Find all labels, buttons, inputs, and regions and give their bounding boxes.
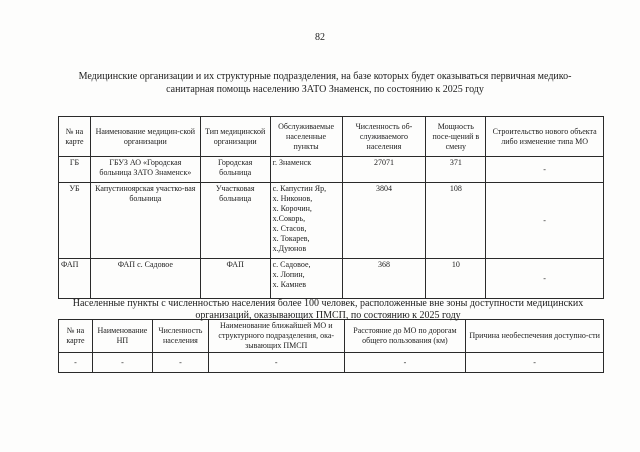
header-cell: Обслуживаемые населенные пункты [270,117,342,157]
table2-title: Населенные пункты с численностью населения более 100 человек, расположенные вне зоны доступности медицинских организаций, оказывающих ПМСП, по состоянию к 2025 году [72,298,584,321]
served-points [270,157,342,183]
capacity: 371 [426,157,486,183]
map-code: ГБ [59,157,91,183]
construction: - [486,183,604,259]
header-cell: Причина необеспечения доступно-сти [466,320,604,353]
header-cell: № на карте [59,320,93,353]
capacity: 10 [426,259,486,299]
point-item: г. Знаменск [272,158,312,167]
org-name: Капустиноярская участко-вая больница [90,183,200,259]
table-cell: - [92,353,152,373]
construction: - [486,157,604,183]
header-cell: Наименование медицин-ской организации [90,117,200,157]
org-name: ГБУЗ АО «Городская больница ЗАТО Знаменск» [90,157,200,183]
served-points [270,259,342,299]
table-header-row [59,117,604,157]
header-cell: Наименование НП [92,320,152,353]
population: 3804 [342,183,426,259]
point-item: с. Капустин Яр, [272,184,327,193]
table-cell: - [344,353,466,373]
header-cell: № на карте [59,117,91,157]
point-item: х.Дуюнов [272,244,307,253]
table-row [59,157,604,183]
header-cell: Мощность посе-щений в смену [426,117,486,157]
header-cell: Наименование ближайшей МО и структурного подразделения, ока-зывающих ПМСП [208,320,344,353]
table-row [59,259,604,299]
map-code: УБ [59,183,91,259]
table-header-row [59,320,604,353]
org-type: Участковая больница [200,183,270,259]
population: 27071 [342,157,426,183]
table1-title: Медицинские организации и их структурные подразделения, на базе которых будет оказываться первичная медико-санитарная помощь населению ЗАТО Знаменск, по состоянию к 2025 году [78,71,572,95]
point-item: х. Лопин, [272,270,305,279]
construction: - [486,259,604,299]
header-cell: Расстояние до МО по дорогам общего пользования (км) [344,320,466,353]
point-item: х. Токарев, [272,234,310,243]
served-points [270,183,342,259]
point-item: х. Корочин, [272,204,312,213]
point-item: х. Камнев [272,280,307,289]
org-name: ФАП с. Садовое [90,259,200,299]
header-cell: Численность об-служиваемого населения [342,117,426,157]
point-item: х. Никонов, [272,194,313,203]
unserved-settlements-table [58,319,604,373]
table-cell: - [208,353,344,373]
org-type: Городская больница [200,157,270,183]
page-number: 82 [315,32,325,43]
header-cell: Строительство нового объекта либо изменение типа МО [486,117,604,157]
population: 368 [342,259,426,299]
table-row [59,353,604,373]
org-type: ФАП [200,259,270,299]
point-item: х.Сокорь, [272,214,306,223]
table-cell: - [152,353,208,373]
map-code: ФАП [59,259,91,299]
table-cell: - [466,353,604,373]
table-cell: - [59,353,93,373]
point-item: с. Садовое, [272,260,311,269]
table-row [59,183,604,259]
header-cell: Тип медицинской организации [200,117,270,157]
header-cell: Численность населения [152,320,208,353]
medical-organizations-table [58,116,604,299]
capacity: 108 [426,183,486,259]
point-item: х. Стасов, [272,224,307,233]
